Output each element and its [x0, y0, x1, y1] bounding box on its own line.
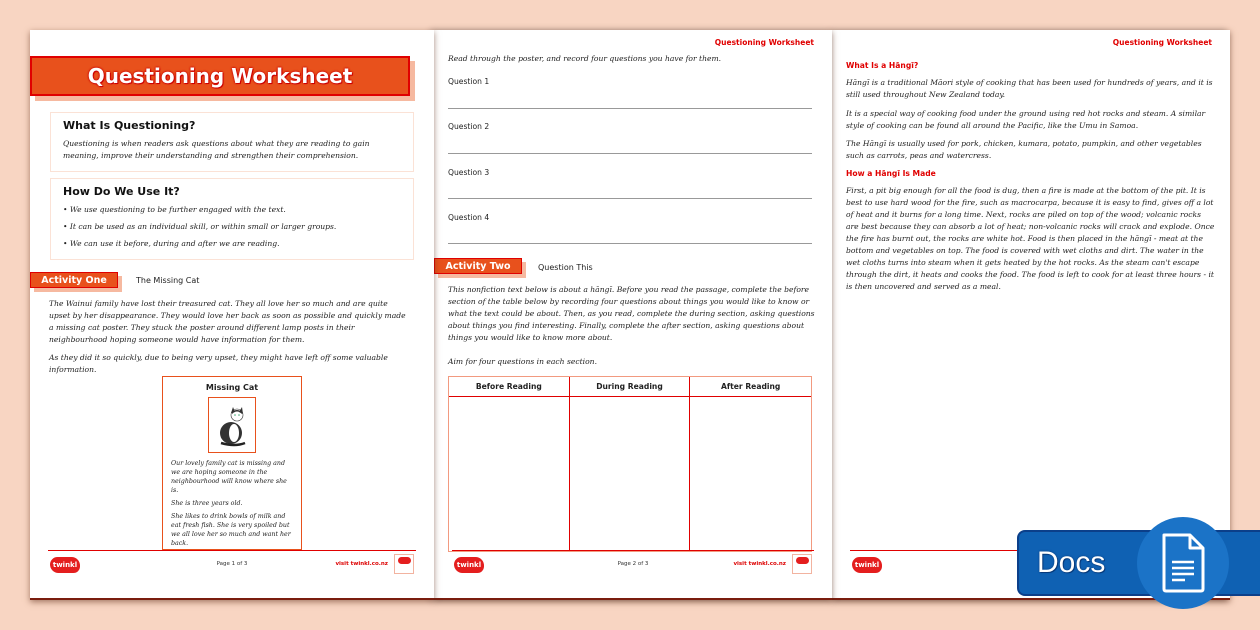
docs-label: Docs	[1037, 546, 1106, 579]
worksheet-page-3	[832, 30, 1230, 600]
story-paragraph-2: As they did it so quickly, due to being very upset, they might have left off some valuable information.	[49, 353, 388, 374]
answer-line[interactable]	[448, 243, 812, 244]
activity-one-tag: Activity One	[30, 272, 118, 288]
hangi-method-paragraph: First, a pit big enough for all the food is dug, then a fire is made at the bottom of the pit. It is best to use hard wood for the fire, such as macrocarpa, because it is easy to find, gives off a lot of heat and it burns for a long time. Next, rocks are piled on top of the wood; volcanic rocks are best because they can absorb a lot of heat; non-volcanic rocks will crack and explode. Once the fire has burnt out, the rocks are white hot. Food is then placed in the hāngī - meat at the bottom and vegetables on top. The food is covered with wet cloths and dirt. The water in the wet cloths turns into steam when it gets heated by the hot rocks. As the steam can't escape through the dirt, it heats and cooks the food. The food is left to cook for at least three hours - it is then uncovered and served as a meal.	[846, 186, 1215, 291]
worksheet-page-2	[434, 30, 832, 600]
activity-two-tag: Activity Two	[434, 258, 522, 274]
question-label: Question 4	[448, 213, 490, 222]
poster-title: Missing Cat	[205, 383, 259, 392]
worksheet-page-1	[30, 30, 434, 600]
document-icon[interactable]	[1137, 517, 1229, 609]
table-header-before: Before Reading	[449, 377, 570, 397]
answer-line[interactable]	[448, 153, 812, 154]
page-number: Page 2 of 3	[617, 561, 649, 567]
twinkl-logo: twinkl	[50, 557, 80, 573]
activity-two-paragraph: This nonfiction text below is about a hāngī. Before you read the passage, complete the before section of the table below by recording four questions about things you would like to know or what the text could be about. Then, as you read, complete the during section, asking questions about things you find interesting. Finally, complete the after section, asking questions about things you would like to know more about.	[448, 285, 815, 342]
questions-intro: Read through the poster, and record four questions you have for them.	[448, 54, 722, 63]
poster-line: She likes to drink bowls of milk and eat fresh fish. She is very spoiled but we all love her so much and want her back.	[171, 513, 291, 547]
reading-questions-table	[448, 376, 812, 552]
answer-line[interactable]	[448, 108, 812, 109]
table-cell-before[interactable]	[449, 397, 570, 551]
table-header-during: During Reading	[570, 377, 691, 397]
question-label: Question 2	[448, 122, 490, 131]
worksheet-title-banner	[30, 56, 410, 96]
twinkl-badge-icon	[792, 554, 812, 574]
page-number: Page 1 of 3	[216, 561, 248, 567]
what-is-heading: What Is Questioning?	[63, 119, 196, 132]
question-label: Question 3	[448, 168, 490, 177]
activity-one-subtitle: The Missing Cat	[136, 276, 200, 285]
activity-two-subtitle: Question This	[538, 263, 593, 272]
running-header: Questioning Worksheet	[714, 38, 814, 47]
what-is-questioning-box	[50, 112, 414, 172]
table-cell-during[interactable]	[570, 397, 691, 551]
hangi-heading: What Is a Hāngī?	[846, 61, 919, 70]
table-header-after: After Reading	[690, 377, 811, 397]
twinkl-logo: twinkl	[454, 557, 484, 573]
visit-link[interactable]: visit twinkl.co.nz	[335, 561, 388, 567]
how-use-heading: How Do We Use It?	[63, 185, 180, 198]
what-is-text: Questioning is when readers ask questions about what they are reading to gain meaning, improve their understanding and strengthen their comprehension.	[63, 139, 370, 160]
poster-line: She is three years old.	[171, 500, 243, 507]
how-use-bullet: • It can be used as an individual skill, or within small or larger groups.	[63, 222, 337, 231]
aim-text: Aim for four questions in each section.	[448, 357, 597, 366]
how-use-bullet: • We use questioning to be further engaged with the text.	[63, 205, 286, 214]
poster-line: Our lovely family cat is missing and we are hoping someone in the neighbourhood will know where she is.	[171, 460, 287, 494]
twinkl-badge-icon	[394, 554, 414, 574]
running-header: Questioning Worksheet	[1112, 38, 1212, 47]
hangi-paragraph: Hāngī is a traditional Māori style of cooking that has been used for hundreds of years, and it is still used throughout New Zealand today.	[846, 78, 1213, 99]
how-do-we-use-box	[50, 178, 414, 260]
answer-line[interactable]	[448, 198, 812, 199]
hangi-made-heading: How a Hāngī Is Made	[846, 169, 936, 178]
hangi-paragraph: It is a special way of cooking food under the ground using red hot rocks and steam. A similar style of cooking can be found all around the Pacific, like the Umu in Samoa.	[846, 109, 1206, 130]
question-label: Question 1	[448, 77, 490, 86]
table-cell-after[interactable]	[690, 397, 811, 551]
cat-image	[208, 397, 256, 453]
cat-icon	[215, 403, 249, 447]
twinkl-logo: twinkl	[852, 557, 882, 573]
page-footer	[48, 550, 416, 576]
worksheet-title: Questioning Worksheet	[87, 64, 353, 88]
how-use-bullet: • We can use it before, during and after we are reading.	[63, 239, 280, 248]
page-footer	[452, 550, 814, 576]
hangi-paragraph: The Hāngī is usually used for pork, chicken, kumara, potato, pumpkin, and other vegetables such as carrots, peas and watercress.	[846, 139, 1202, 160]
visit-link[interactable]: visit twinkl.co.nz	[733, 561, 786, 567]
missing-cat-poster	[162, 376, 302, 550]
story-paragraph-1: The Wainui family have lost their treasured cat. They all love her so much and are quite upset by her disappearance. They would love her back as soon as possible and quickly made a missing cat poster. They stuck the poster around different lamp posts in their neighbourhood hoping someone would have information for them.	[49, 299, 406, 344]
